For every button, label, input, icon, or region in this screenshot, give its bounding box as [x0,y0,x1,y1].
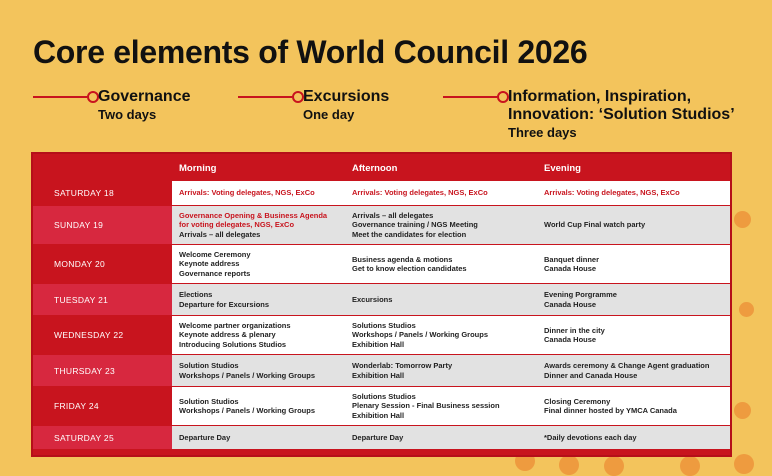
afternoon-cell [352,355,540,386]
event-line: Evening Porgramme [544,290,617,300]
schedule-row [33,181,730,205]
row-cells [172,355,730,386]
legend-title-line2: Innovation: ‘Solution Studios’ [508,106,735,123]
legend-subtitle: Two days [98,107,157,122]
legend-subtitle: One day [303,107,355,122]
afternoon-cell [352,387,540,425]
evening-cell [544,355,724,386]
event-line: Plenary Session - Final Business session [352,401,500,411]
event-line: Banquet dinner [544,254,600,264]
legend-line [33,96,87,98]
legend-line [443,96,497,98]
event-line: Arrivals: Voting delegates, NGS, ExCo [352,188,488,198]
event-line: World Cup Final watch party [544,220,646,230]
day-label: SATURDAY 25 [33,426,172,449]
row-cells [172,426,730,449]
event-line: Introducing Solutions Studios [179,339,287,349]
event-line: Workshops / Panels / Working Groups [179,370,315,380]
event-line: Arrivals – all delegates [352,211,434,221]
event-line: Canada House [544,264,597,273]
decorative-dot [680,456,700,476]
event-line: Solutions Studios [352,321,416,331]
afternoon-cell [352,245,540,283]
decorative-dot [734,211,751,228]
event-line: Excursions [352,294,393,304]
day-label: TUESDAY 21 [33,284,172,315]
evening-cell [544,206,724,244]
event-line: Canada House [544,299,597,309]
legend-solution-studios [443,88,753,144]
morning-cell [179,426,349,449]
decorative-dot [739,302,754,317]
evening-cell [544,387,724,425]
morning-cell [179,206,349,244]
schedule-row [33,284,730,315]
row-cells [172,181,730,205]
schedule-row [33,426,730,449]
header-afternoon: Afternoon [352,163,398,174]
event-line: Solution Studios [179,361,239,371]
page-title: Core elements of World Council 2026 [33,34,588,70]
day-label: MONDAY 20 [33,245,172,283]
legend-line [238,96,292,98]
morning-cell [179,245,349,283]
event-line: Meet the candidates for election [352,229,467,239]
event-line: Departure for Excursions [179,299,270,309]
day-label: SATURDAY 18 [33,181,172,205]
event-line: Canada House [544,335,597,344]
event-line: Departure Day [179,432,231,442]
row-cells [172,245,730,283]
event-line: Dinner and Canada House [544,370,638,380]
event-line: Welcome Ceremony [179,250,251,260]
afternoon-cell [352,181,540,205]
afternoon-cell [352,316,540,354]
morning-cell [179,284,349,315]
event-line: Arrivals: Voting delegates, NGS, ExCo [179,188,315,198]
legend-title: Governance [98,88,191,105]
event-line: Final dinner hosted by YMCA Canada [544,406,677,415]
day-label: WEDNESDAY 22 [33,316,172,354]
event-line: Exhibition Hall [352,339,405,349]
event-line: Governance Opening & Business Agenda [179,211,328,221]
schedule-row [33,245,730,283]
schedule-row [33,355,730,386]
day-label: SUNDAY 19 [33,206,172,244]
event-line: Exhibition Hall [352,370,405,380]
event-line: Business agenda & motions [352,254,453,264]
decorative-dot [734,454,754,474]
schedule-table [31,152,732,457]
header-morning: Morning [179,163,217,174]
event-line: Workshops / Panels / Working Groups [179,406,315,415]
legend-title: Information, Inspiration, [508,88,692,105]
event-line: Governance training / NGS Meeting [352,220,478,230]
schedule-row [33,316,730,354]
schedule-header [33,154,730,181]
evening-cell [544,181,724,205]
event-line: Governance reports [179,268,251,278]
afternoon-cell [352,426,540,449]
event-line: Closing Ceremony [544,396,611,406]
event-line: Arrivals: Voting delegates, NGS, ExCo [544,188,680,198]
event-line: Welcome partner organizations [179,321,291,331]
event-line: Exhibition Hall [352,410,405,420]
legend-title: Excursions [303,88,390,105]
schedule-row [33,206,730,244]
evening-cell [544,426,724,449]
day-label: FRIDAY 24 [33,387,172,425]
row-cells [172,316,730,354]
decorative-dot [559,455,579,475]
evening-cell [544,316,724,354]
morning-cell [179,355,349,386]
morning-cell [179,181,349,205]
legend-governance [33,88,213,128]
event-line: *Daily devotions each day [544,432,637,442]
event-line: Arrivals – all delegates [179,229,261,239]
event-line: Get to know election candidates [352,264,467,273]
morning-cell [179,387,349,425]
day-label: THURSDAY 23 [33,355,172,386]
event-line: Dinner in the city [544,325,605,335]
event-line: Solutions Studios [352,392,416,402]
event-line: Awards ceremony & Change Agent graduation [544,361,710,371]
event-line: for voting delegates, NGS, ExCo [179,220,295,230]
event-line: Wonderlab: Tomorrow Party [352,361,453,371]
row-cells [172,387,730,425]
legend-subtitle: Three days [508,125,577,140]
decorative-dot [734,402,751,419]
morning-cell [179,316,349,354]
schedule-row [33,387,730,425]
event-line: Workshops / Panels / Working Groups [352,330,488,340]
decorative-dot [604,456,624,476]
evening-cell [544,245,724,283]
event-line: Departure Day [352,432,404,442]
legend-excursions [238,88,418,128]
row-cells [172,206,730,244]
header-evening: Evening [544,163,581,174]
event-line: Keynote address & plenary [179,330,276,340]
afternoon-cell [352,284,540,315]
afternoon-cell [352,206,540,244]
row-cells [172,284,730,315]
evening-cell [544,284,724,315]
event-line: Keynote address [179,259,240,269]
event-line: Elections [179,290,213,300]
event-line: Solution Studios [179,396,239,406]
